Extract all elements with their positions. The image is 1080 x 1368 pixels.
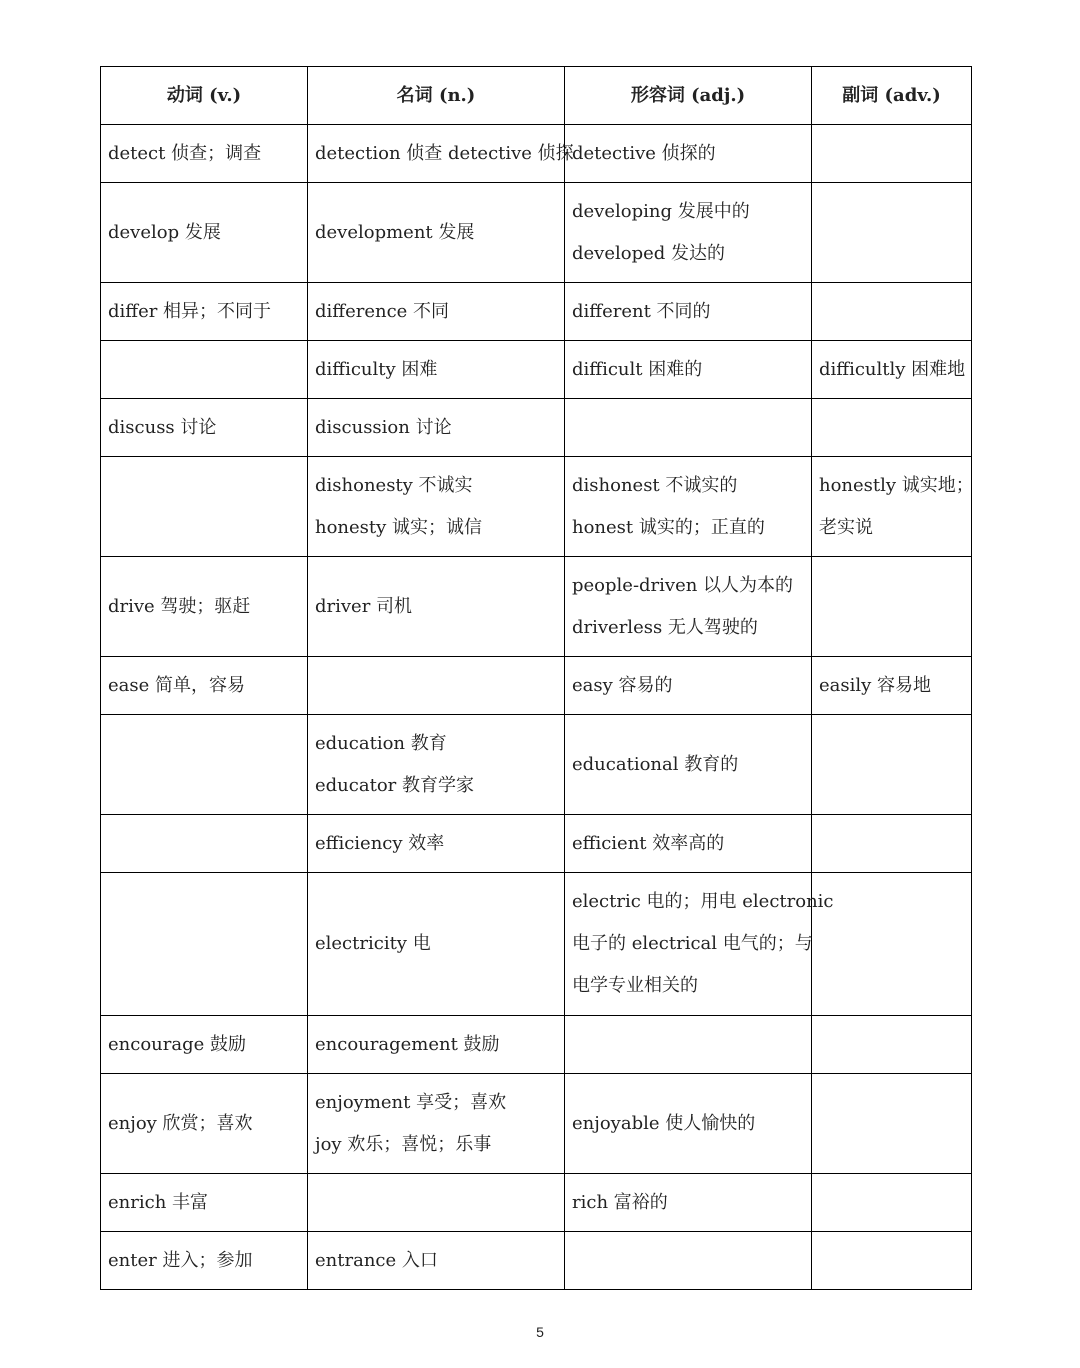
adverb-cell [812,657,972,715]
cell-text: development 发展 [315,221,475,243]
verb-cell [101,1232,308,1290]
adverb-cell [812,873,972,1016]
cell-text: difference 不同 [315,300,450,322]
adjective-cell [565,557,812,657]
verb-cell [101,283,308,341]
noun-cell [308,557,565,657]
cell-text: easily 容易地 [819,674,932,696]
verb-cell [101,1016,308,1074]
page-number: 5 [536,1324,544,1340]
cell-text: different 不同的 [572,300,711,322]
adverb-cell [812,457,972,557]
cell-text: dishonesty 不诚实 [315,474,473,496]
table-row [101,557,972,657]
cell-text: 老实说 [819,516,873,538]
cell-text: difficulty 困难 [315,358,438,380]
cell-text: difficult 困难的 [572,358,703,380]
noun-cell [308,1016,565,1074]
table-row [101,457,972,557]
adjective-cell [565,873,834,1016]
noun-cell [308,873,565,1016]
cell-text: honestly 诚实地； [819,474,974,496]
noun-cell [308,125,574,183]
verb-cell [101,657,308,715]
cell-text: enter 进入；参加 [108,1249,253,1271]
table-row [101,183,972,283]
noun-cell [308,1174,565,1232]
noun-cell [308,399,565,457]
cell-text: enjoyment 享受；喜欢 [315,1091,507,1113]
verb-cell [101,1074,308,1174]
adverb-cell [812,1016,972,1074]
table-row [101,125,972,183]
cell-text: dishonest 不诚实的 [572,474,738,496]
table-row [101,815,972,873]
cell-text: differ 相异；不同于 [108,300,272,322]
cell-text: electricity 电 [315,933,431,954]
cell-text: developing 发展中的 [572,200,750,222]
cell-text: honest 诚实的；正直的 [572,516,765,538]
table-row [101,1016,972,1074]
adjective-cell [565,399,812,457]
cell-text: difficultly 困难地 [819,358,966,380]
cell-text: rich 富裕的 [572,1191,668,1213]
cell-text: electric 电的；用电 electronic [572,891,834,912]
noun-cell [308,1232,565,1290]
adjective-cell [565,341,812,399]
cell-text: enjoy 欣赏；喜欢 [108,1112,253,1134]
noun-cell [308,283,565,341]
cell-text: education 教育 [315,732,447,754]
header-noun: 名词 (n.) [308,67,565,125]
adjective-cell [565,183,812,283]
verb-cell [101,715,308,815]
adjective-cell [565,1232,812,1290]
cell-text: discussion 讨论 [315,416,452,438]
verb-cell [101,873,308,1016]
cell-text: 电学专业相关的 [572,975,698,996]
table-header-row [101,67,972,125]
table-row [101,657,972,715]
cell-text: developed 发达的 [572,242,726,264]
cell-text: easy 容易的 [572,674,673,696]
cell-text: efficient 效率高的 [572,832,725,854]
cell-text: detection 侦查 detective 侦探 [315,142,574,164]
cell-text: enjoyable 使人愉快的 [572,1112,756,1134]
cell-text: entrance 入口 [315,1249,438,1271]
table-row [101,1074,972,1174]
cell-text: educator 教育学家 [315,774,474,796]
adverb-cell [812,715,972,815]
table-row [101,873,972,1016]
verb-cell [101,125,308,183]
cell-text: honesty 诚实；诚信 [315,516,483,538]
cell-text: driver 司机 [315,595,413,617]
adjective-cell [565,1174,812,1232]
verb-cell [101,457,308,557]
noun-cell [308,657,565,715]
noun-cell [308,341,565,399]
cell-text: detective 侦探的 [572,142,716,164]
verb-cell [101,1174,308,1232]
header-adverb: 副词 (adv.) [812,67,972,125]
noun-cell [308,1074,565,1174]
noun-cell [308,183,565,283]
adjective-cell [565,815,812,873]
table-row [101,341,972,399]
adjective-cell [565,125,812,183]
cell-text: educational 教育的 [572,753,739,775]
adverb-cell [812,1074,972,1174]
adjective-cell [565,657,812,715]
verb-cell [101,399,308,457]
cell-text: detect 侦查；调查 [108,142,262,164]
adjective-cell [565,1016,812,1074]
header-adjective: 形容词 (adj.) [565,67,812,125]
cell-text: develop 发展 [108,221,221,243]
table-row [101,283,972,341]
adverb-cell [812,341,972,399]
cell-text: ease 简单，容易 [108,674,245,696]
adjective-cell [565,283,812,341]
vocabulary-table [100,66,972,1290]
adjective-cell [565,1074,812,1174]
cell-text: drive 驾驶；驱赶 [108,595,251,617]
verb-cell [101,557,308,657]
adverb-cell [812,399,972,457]
adverb-cell [812,283,972,341]
adverb-cell [812,125,972,183]
cell-text: encourage 鼓励 [108,1033,246,1055]
cell-text: enrich 丰富 [108,1191,209,1213]
table-row [101,399,972,457]
cell-text: joy 欢乐；喜悦；乐事 [315,1133,492,1155]
adjective-cell [565,715,812,815]
cell-text: 电子的 electrical 电气的；与 [572,933,813,954]
verb-cell [101,341,308,399]
verb-cell [101,183,308,283]
noun-cell [308,715,565,815]
table-row [101,1232,972,1290]
cell-text: efficiency 效率 [315,832,445,854]
cell-text: discuss 讨论 [108,416,217,438]
header-verb: 动词 (v.) [101,67,308,125]
noun-cell [308,815,565,873]
verb-cell [101,815,308,873]
cell-text: encouragement 鼓励 [315,1033,500,1055]
table-row [101,715,972,815]
adverb-cell [812,1174,972,1232]
cell-text: people-driven 以人为本的 [572,574,794,596]
adjective-cell [565,457,812,557]
adverb-cell [812,557,972,657]
table-body [101,125,972,1290]
noun-cell [308,457,565,557]
adverb-cell [812,1232,972,1290]
adverb-cell [812,815,972,873]
adverb-cell [812,183,972,283]
cell-text: driverless 无人驾驶的 [572,616,758,638]
table-row [101,1174,972,1232]
